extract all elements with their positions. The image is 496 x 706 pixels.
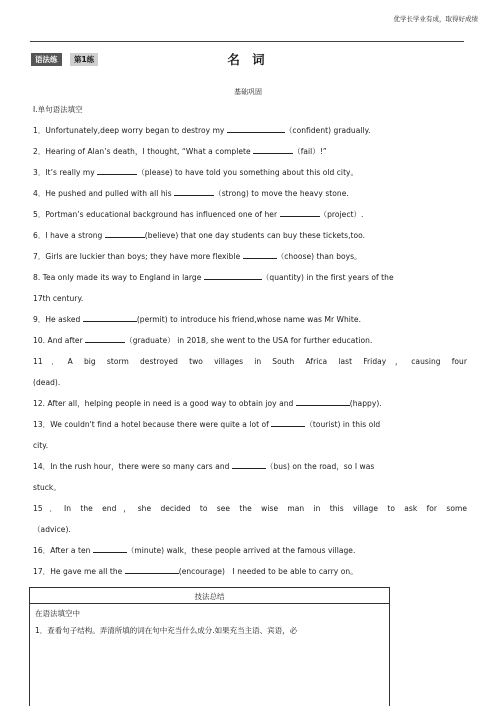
part-heading: Ⅰ.单句语法填空 xyxy=(33,105,83,114)
header-divider xyxy=(30,41,464,42)
question-14-continued: stuck。 xyxy=(33,483,61,492)
answer-blank[interactable] xyxy=(232,460,266,469)
answer-blank[interactable] xyxy=(97,166,137,175)
skills-summary-line-1: 在语法填空中 xyxy=(35,609,80,618)
header-slogan: 优学长学业有成，取得好成绩 xyxy=(393,15,478,23)
answer-blank[interactable] xyxy=(243,250,277,259)
answer-blank[interactable] xyxy=(125,565,179,574)
section-tag: 语法练 xyxy=(31,53,62,66)
answer-blank[interactable] xyxy=(253,145,293,154)
question-11-continued: (dead). xyxy=(33,378,61,387)
answer-blank[interactable] xyxy=(271,418,305,427)
question-13: 13．We couldn't find a hotel because there were quite a lot of （tourist) in this old xyxy=(33,420,381,429)
question-8: 8. Tea only made its way to England in large （quantity) in the first years of the xyxy=(33,273,394,282)
answer-blank[interactable] xyxy=(105,229,145,238)
question-15-continued: （advice). xyxy=(33,525,71,534)
question-6: 6．I have a strong (believe) that one day students can buy these tickets,too. xyxy=(33,231,366,240)
section-heading: 基础巩固 xyxy=(234,88,262,96)
question-7: 7．Girls are luckier than boys; they have more flexible （choose) than boys。 xyxy=(33,252,362,261)
question-17: 17．He gave me all the (encourage) I needed to be able to carry on。 xyxy=(33,567,358,576)
question-8-continued: 17th century. xyxy=(33,294,84,303)
skills-summary-title: 技法总结 xyxy=(194,592,225,601)
question-5: 5．Portman’s educational background has influenced one of her （project）. xyxy=(33,210,364,219)
question-12: 12. After all，helping people in need is a good way to obtain joy and (happy). xyxy=(33,399,382,408)
question-14: 14．In the rush hour，there were so many cars and （bus) on the road，so I was xyxy=(33,462,375,471)
question-4: 4．He pushed and pulled with all his （strong) to move the heavy stone. xyxy=(33,189,349,198)
answer-blank[interactable] xyxy=(280,208,320,217)
question-3: 3．It’s really my （please) to have told you something about this old city。 xyxy=(33,168,359,177)
answer-blank[interactable] xyxy=(174,187,214,196)
answer-blank[interactable] xyxy=(296,397,350,406)
question-1: 1．Unfortunately,deep worry began to destroy my （confident) gradually. xyxy=(33,126,371,135)
question-9: 9．He asked (permit) to introduce his friend,whose name was Mr White. xyxy=(33,315,362,324)
skills-summary-line-2: 1．查看句子结构。弄清所填的词在句中充当什么成分.如果充当主语、宾语，必 xyxy=(35,626,298,635)
question-11: 11．A big storm destroyed two villages in South Africa last Friday，causing four xyxy=(33,357,467,366)
skills-summary-box xyxy=(29,587,390,706)
question-15: 15．In the end，she decided to see the wise man in this village to ask for some xyxy=(33,504,467,513)
question-13-continued: city. xyxy=(33,441,49,450)
question-10: 10. And after （graduate） in 2018, she went to the USA for further education. xyxy=(33,336,373,345)
exercise-number-tag: 第1练 xyxy=(70,53,98,66)
question-16: 16．After a ten （minute) walk，these people arrived at the famous village. xyxy=(33,546,356,555)
answer-blank[interactable] xyxy=(204,271,262,280)
answer-blank[interactable] xyxy=(85,334,125,343)
page-title: 名 词 xyxy=(227,52,269,67)
answer-blank[interactable] xyxy=(83,313,137,322)
answer-blank[interactable] xyxy=(93,544,127,553)
question-2: 2．Hearing of Alan’s death，I thought, “What a complete （fail）!” xyxy=(33,147,327,156)
answer-blank[interactable] xyxy=(227,124,285,133)
skills-summary-divider xyxy=(30,603,389,604)
